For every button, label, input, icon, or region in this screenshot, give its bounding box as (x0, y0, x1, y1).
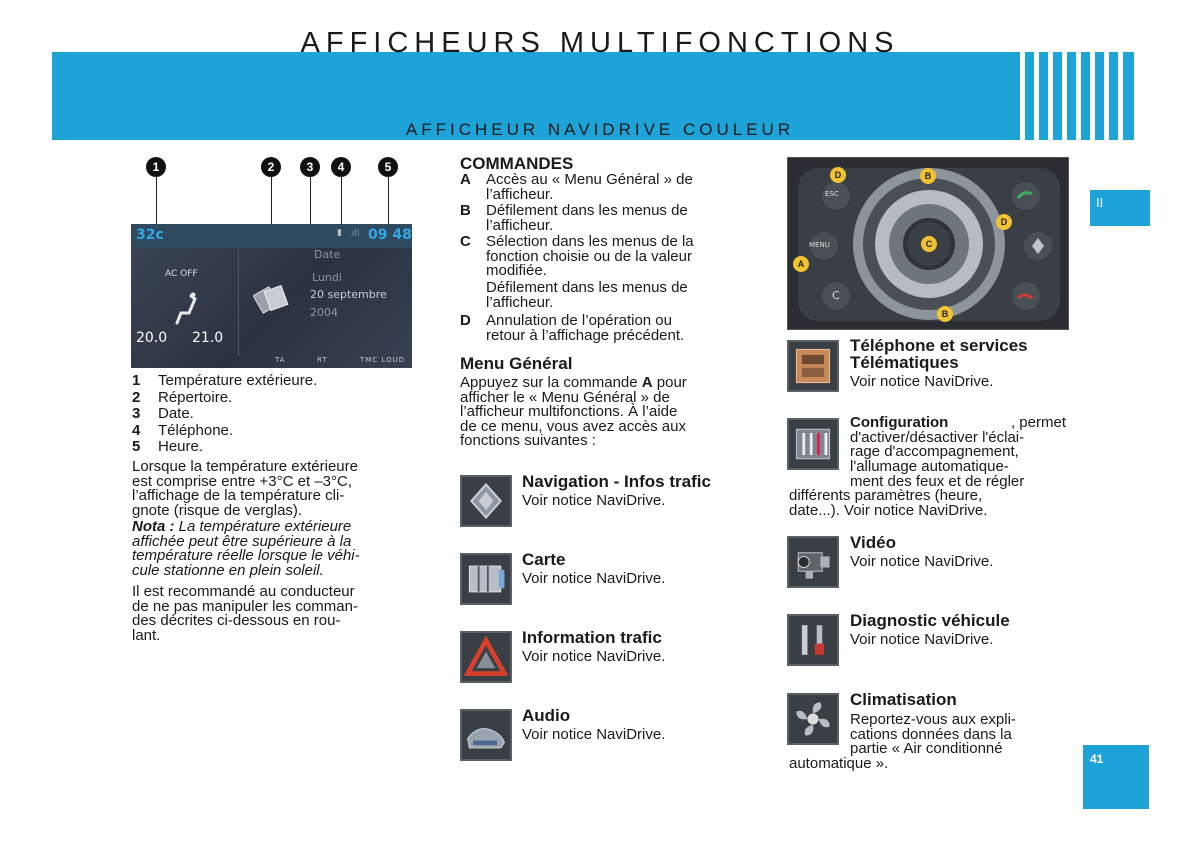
menu-general-heading: Menu Général (460, 354, 573, 373)
fan-icon (787, 693, 839, 745)
year: 2004 (310, 306, 338, 319)
legend-item: 4 Téléphone. (132, 421, 234, 439)
map-icon (460, 553, 512, 605)
function-title: Carte (522, 550, 566, 569)
menu-label: MENU (809, 241, 830, 249)
temperature-left: 20.0 (136, 330, 168, 346)
command-b: B Défilement dans les menus de l’afficheur. (460, 202, 688, 234)
function-text: Voir notice NaviDrive. (850, 631, 994, 648)
audio-icon (460, 709, 512, 761)
display-screen (131, 224, 412, 368)
configuration-text: Configuration , permet d'activer/désactiver l'éclai- rage d'accompagnement, l'allumage automatique- ment des feux et de régler (850, 414, 1066, 490)
date: 20 septembre (310, 288, 387, 301)
function-title: Téléphone et services Télématiques (850, 336, 1028, 372)
marker-5: 5 (378, 157, 398, 177)
command-c: C Sélection dans les menus de la fonction choisie ou de la valeur modifiée. Défilement dans les menus de l’afficheur. (460, 233, 694, 311)
display-legend (132, 373, 414, 456)
marker-1: 1 (146, 157, 166, 177)
status-tmc: TMC LOUD (360, 356, 406, 364)
temperature-paragraph: Lorsque la température extérieure est comprise entre +3°C et –3°C, l’affichage de la température cli- gnote (risque de verglas). (132, 458, 358, 519)
page-title: AFFICHEURS MULTIFONCTIONS (300, 27, 900, 59)
function-title: Information trafic (522, 628, 662, 647)
seat-icon (173, 292, 203, 328)
nota-paragraph: Nota : La température extérieure affichée peut être supérieure à la température réelle lorsque le véhi- cule stationne en plein soleil. (132, 518, 360, 579)
clock: 09 48 (368, 227, 412, 243)
command-a: A Accès au « Menu Général » de l’afficheur. (460, 171, 693, 203)
function-title: Vidéo (850, 533, 896, 552)
outside-temperature: 32c (136, 227, 164, 243)
climatisation-text: Reportez-vous aux expli- cations données dans la partie « Air conditionné (850, 711, 1016, 758)
commandes-heading: COMMANDES (460, 154, 574, 173)
function-title: Navigation - Infos trafic (522, 472, 711, 491)
status-ta: TA (275, 356, 286, 364)
legend-item: 3 Date. (132, 405, 194, 422)
command-d: D Annulation de l’opération ou retour à l’affichage précédent. (460, 312, 685, 344)
callout-c-center: C (921, 236, 937, 252)
callout-d-top: D (830, 167, 846, 183)
tools-icon (787, 614, 839, 666)
function-title: Diagnostic véhicule (850, 611, 1010, 630)
warning-triangle-icon (460, 631, 512, 683)
configuration-text-cont: différents paramètres (heure, date...). Voir notice NaviDrive. (789, 487, 988, 519)
climatisation-text-cont: automatique ». (789, 755, 889, 772)
telephone-icon (787, 340, 839, 392)
directory-icon (253, 282, 291, 316)
section-tab: II (1090, 190, 1150, 226)
function-text: Voir notice NaviDrive. (522, 726, 666, 743)
marker-4: 4 (331, 157, 351, 177)
function-text: Voir notice NaviDrive. (522, 648, 666, 665)
function-title: Climatisation (850, 690, 957, 709)
navigation-icon (460, 475, 512, 527)
function-text: Voir notice NaviDrive. (522, 570, 666, 587)
callout-a: A (793, 256, 809, 272)
callout-b-top: B (920, 168, 936, 184)
c-label: C (832, 289, 840, 302)
function-text: Voir notice NaviDrive. (850, 373, 994, 390)
video-camera-icon (787, 536, 839, 588)
callout-d-right: D (996, 214, 1012, 230)
marker-2: 2 (261, 157, 281, 177)
configuration-icon (787, 418, 839, 470)
legend-item: 2 Répertoire. (132, 388, 233, 406)
function-title: Audio (522, 706, 571, 725)
navidrive-controls-image (787, 157, 1069, 330)
safety-paragraph: Il est recommandé au conducteur de ne pas manipuler les comman- des décrites ci-dessous en rou- lant. (132, 583, 358, 644)
callout-b-bottom: B (937, 306, 953, 322)
status-rt: RT (317, 356, 328, 364)
function-text: Voir notice NaviDrive. (850, 553, 994, 570)
date-label: Date (314, 248, 341, 261)
function-text: Voir notice NaviDrive. (522, 492, 666, 509)
page-number: 41 (1083, 745, 1149, 809)
temperature-right: 21.0 (192, 330, 224, 346)
esc-label: ESC (825, 190, 839, 198)
signal-icon: ▮ (337, 228, 342, 238)
phone-signal-icon: .ıll (349, 229, 360, 239)
page-subtitle: AFFICHEUR NAVIDRIVE COULEUR (405, 120, 795, 139)
marker-3: 3 (300, 157, 320, 177)
menu-general-intro: Appuyez sur la commande A pour afficher le « Menu Général » de l’afficheur multifonctions. À l’aide de ce menu, vous avez accès aux fonctions suivantes : (460, 374, 687, 450)
legend-item: 5 Heure. (132, 438, 204, 455)
ac-status: AC OFF (165, 269, 198, 279)
legend-item: 1 Température extérieure. (132, 372, 318, 389)
day: Lundi (312, 271, 342, 284)
